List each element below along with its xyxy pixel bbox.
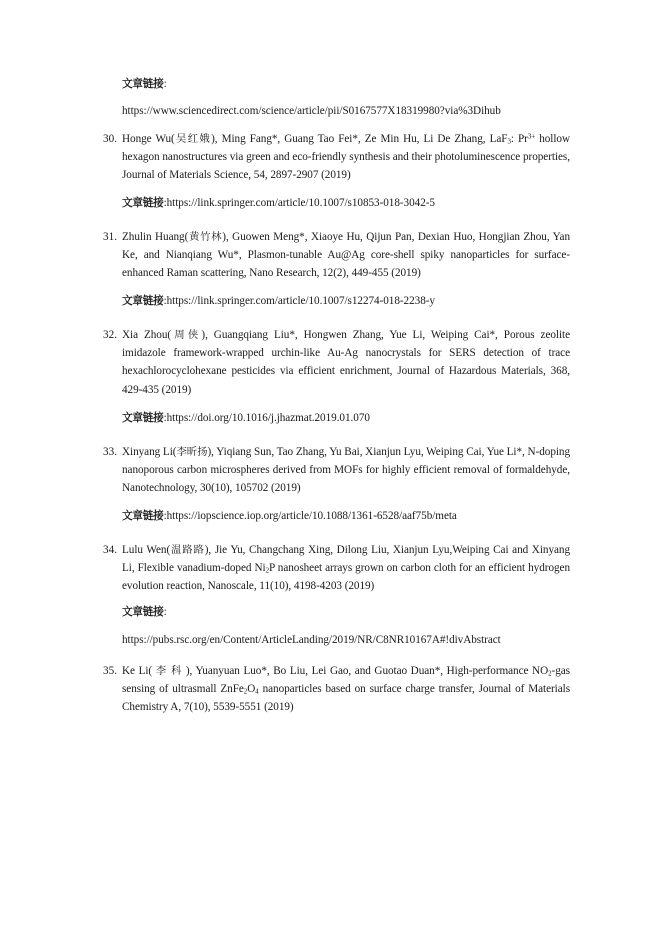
chinese-name-33: 李昕扬 [176, 445, 208, 458]
formula-sub-35c: 4 [255, 687, 259, 696]
authors-suffix-35: ), Yuanyuan Luo*, Bo Liu, Lei Gao, and Guotao Duan*, High-performance NO [182, 664, 549, 677]
article-link-label-31: 文章链接 [122, 295, 164, 308]
link-label-row-top [122, 68, 570, 98]
authors-prefix-33: Xinyang Li( [122, 445, 177, 458]
reference-text-32 [122, 326, 570, 399]
reference-entry-33 [103, 434, 570, 498]
article-url-32[interactable]: https://doi.org/10.1016/j.jhazmat.2019.01.070 [166, 411, 370, 424]
link-colon-33: : [163, 510, 167, 523]
reference-number-31: 31. [103, 230, 117, 243]
reference-text-30 [122, 130, 570, 184]
formula-sub-34a: 2 [265, 566, 269, 575]
title-rest-34: P nanosheet arrays grown on carbon cloth for an efficient hydrogen evolution reaction, Nanoscale, 11(10), 4198-4203 (2019) [122, 562, 570, 593]
reference-number-33: 33. [103, 445, 117, 458]
reference-text-34 [122, 541, 570, 595]
reference-entry-30 [103, 121, 570, 185]
authors-suffix-33: ), Yiqiang Sun, Tao Zhang, Yu Bai, Xianjun Lyu, Weiping Cai, Yue Li*, N-doping nanoporous carbon microspheres derived from MOFs for highly efficient removal of formaldehyde, Nanotechnology, 30(10), 105702 (2019) [122, 445, 571, 494]
authors-suffix-32: ), Guangqiang Liu*, Hongwen Zhang, Yue Li, Weiping Cai*, Porous zeolite imidazole framework-wrapped urchin-like Au-Ag nanocrystals for SERS detection of trace hexachlorocyclohexane pesticides via efficient enrichment, Journal of Hazardous Materials, 368, 429-435 (2019) [122, 329, 570, 396]
article-url-top[interactable]: https://www.sciencedirect.com/science/article/pii/S0167577X18319980?via%3Dihub [122, 105, 501, 118]
reference-number-30: 30. [103, 132, 117, 145]
authors-suffix-34: ), Jie Yu, Changchang Xing, Dilong Liu, Xianjun Lyu,Weiping Cai and Xinyang Li, Flexible vanadium-doped Ni [122, 543, 570, 575]
link-colon-31: : [163, 295, 167, 308]
link-block-34 [122, 596, 570, 649]
authors-prefix-32: Xia Zhou( [122, 329, 172, 342]
reference-text-33 [122, 443, 570, 497]
article-url-33[interactable]: https://iopscience.iop.org/article/10.1088/1361-6528/aaf75b/meta [166, 510, 457, 523]
chinese-name-32: 周侠 [171, 329, 202, 342]
article-url-31[interactable]: https://link.springer.com/article/10.1007/s12274-018-2238-y [166, 295, 435, 308]
document-body [103, 68, 570, 717]
link-label-row-34 [122, 596, 570, 626]
authors-suffix-31: ), Guowen Meng*, Xiaoye Hu, Qijun Pan, Dexian Huo, Hongjian Zhou, Yan Ke, and Nianqiang Wu*, Plasmon-tunable Au@Ag core-shell spiky nanoparticles for surface-enhanced Raman scattering, Nano Research, 12(2), 449-455 (2019) [122, 230, 571, 280]
formula-part-30b: : Pr [510, 132, 528, 145]
link-block-top [122, 68, 570, 121]
formula-sub-35a: 2 [548, 669, 552, 678]
link-colon: : [163, 78, 167, 90]
title-rest-35: nanoparticles based on surface charge transfer, Journal of Materials Chemistry A, 7(10), 5539-5551 (2019) [122, 683, 570, 714]
reference-entry-31 [103, 219, 570, 283]
link-block-30 [122, 185, 570, 219]
reference-number-35: 35. [103, 664, 117, 677]
reference-number-32: 32. [103, 329, 117, 342]
authors-prefix-30: Honge Wu( [122, 132, 175, 145]
article-link-label: 文章链接 [122, 78, 164, 90]
formula-mid-35b: O [247, 683, 256, 696]
article-link-label-34: 文章链接 [122, 606, 164, 619]
reference-number-34: 34. [103, 543, 117, 556]
article-link-label-32: 文章链接 [122, 411, 164, 424]
reference-text-31 [122, 228, 570, 282]
formula-mid-35a: -gas sensing of ultrasmall ZnFe [122, 664, 570, 696]
reference-entry-32 [103, 317, 570, 400]
authors-prefix-35: Ke Li( [122, 664, 156, 677]
authors-prefix-34: Lulu Wen( [122, 543, 171, 556]
reference-text-35 [122, 662, 570, 716]
link-colon-32: : [163, 411, 167, 424]
chinese-name-35: 李 科 [155, 664, 183, 677]
article-link-label-33: 文章链接 [122, 510, 164, 523]
link-colon-30: : [163, 196, 167, 209]
chinese-name-30: 吴红娥 [174, 132, 212, 145]
authors-suffix-30: ), Ming Fang*, Guang Tao Fei*, Ze Min Hu, Li De Zhang, [211, 132, 490, 145]
article-url-34[interactable]: https://pubs.rsc.org/en/Content/ArticleLanding/2019/NR/C8NR10167A#!divAbstract [122, 633, 501, 646]
link-block-33 [122, 498, 570, 532]
title-rest-30: hollow hexagon nanostructures via green and eco-friendly synthesis and their photoluminescence properties, Journal of Materials Science, 54, 2897-2907 (2019) [122, 132, 570, 181]
link-colon-34: : [163, 606, 167, 619]
link-block-31 [122, 283, 570, 317]
formula-sup-30a: 3+ [527, 132, 536, 141]
authors-prefix-31: Zhulin Huang( [122, 230, 189, 243]
formula-sub-30a: 3 [507, 137, 511, 146]
chinese-name-31: 黄竹林 [188, 230, 223, 243]
reference-entry-35 [103, 649, 570, 717]
article-url-30[interactable]: https://link.springer.com/article/10.1007/s10853-018-3042-5 [166, 196, 435, 209]
chinese-name-34: 温路路 [170, 543, 205, 556]
formula-sub-35b: 2 [243, 687, 248, 696]
link-block-32 [122, 400, 570, 434]
formula-part-30a: LaF [489, 132, 508, 145]
article-link-label-30: 文章链接 [122, 196, 164, 209]
reference-entry-34 [103, 532, 570, 596]
